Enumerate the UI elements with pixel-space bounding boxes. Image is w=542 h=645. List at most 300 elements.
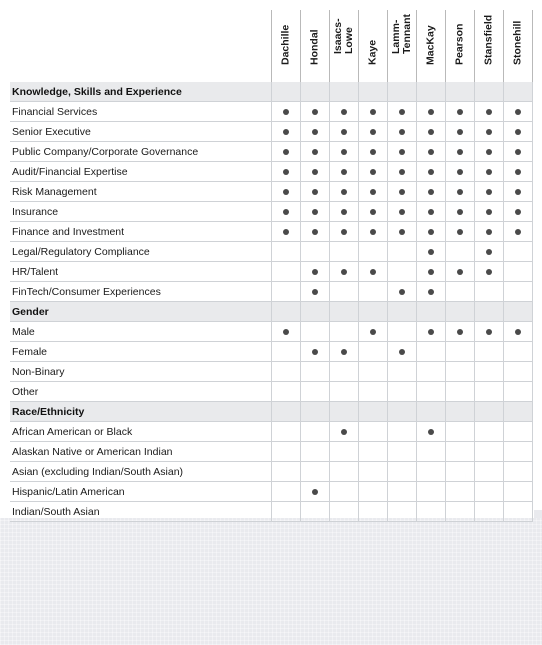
matrix-cell bbox=[300, 442, 329, 462]
table-row bbox=[10, 262, 532, 282]
bullet-dot-icon bbox=[399, 169, 405, 175]
member-header-row bbox=[10, 10, 532, 82]
bullet-dot-icon bbox=[457, 229, 463, 235]
bullet-dot-icon bbox=[515, 229, 521, 235]
bullet-dot-icon bbox=[370, 189, 376, 195]
matrix-cell bbox=[474, 162, 503, 182]
matrix-body bbox=[10, 82, 532, 522]
table-row bbox=[10, 322, 532, 342]
bullet-dot-icon bbox=[370, 109, 376, 115]
bullet-dot-icon bbox=[399, 229, 405, 235]
matrix-cell bbox=[358, 142, 387, 162]
bullet-dot-icon bbox=[515, 209, 521, 215]
matrix-cell bbox=[503, 422, 532, 442]
bullet-dot-icon bbox=[428, 429, 434, 435]
member-name: MacKay bbox=[424, 25, 436, 65]
matrix-cell bbox=[300, 242, 329, 262]
matrix-cell bbox=[329, 442, 358, 462]
row-label: Audit/Financial Expertise bbox=[10, 162, 271, 182]
matrix-cell bbox=[445, 242, 474, 262]
bullet-dot-icon bbox=[399, 209, 405, 215]
member-name: Kaye bbox=[366, 39, 378, 65]
matrix-cell bbox=[387, 282, 416, 302]
matrix-cell bbox=[416, 502, 445, 522]
section-cell bbox=[387, 302, 416, 322]
member-header bbox=[358, 10, 387, 82]
row-label: Other bbox=[10, 382, 271, 402]
bullet-dot-icon bbox=[486, 269, 492, 275]
member-name: Stansfield bbox=[482, 14, 494, 65]
matrix-cell bbox=[271, 482, 300, 502]
matrix-cell bbox=[271, 122, 300, 142]
matrix-cell bbox=[387, 442, 416, 462]
matrix-cell bbox=[300, 502, 329, 522]
matrix-cell bbox=[445, 282, 474, 302]
matrix-cell bbox=[445, 202, 474, 222]
bullet-dot-icon bbox=[312, 349, 318, 355]
matrix-cell bbox=[358, 102, 387, 122]
matrix-cell bbox=[271, 162, 300, 182]
matrix-cell bbox=[300, 482, 329, 502]
bullet-dot-icon bbox=[283, 149, 289, 155]
matrix-cell bbox=[503, 202, 532, 222]
row-label: HR/Talent bbox=[10, 262, 271, 282]
section-cell bbox=[271, 302, 300, 322]
matrix-cell bbox=[271, 382, 300, 402]
matrix-cell bbox=[445, 382, 474, 402]
matrix-cell bbox=[300, 162, 329, 182]
matrix-cell bbox=[474, 362, 503, 382]
matrix-cell bbox=[503, 162, 532, 182]
matrix-cell bbox=[445, 102, 474, 122]
bullet-dot-icon bbox=[341, 109, 347, 115]
matrix-cell bbox=[300, 282, 329, 302]
table-row bbox=[10, 282, 532, 302]
row-label: Insurance bbox=[10, 202, 271, 222]
section-cell bbox=[474, 302, 503, 322]
matrix-cell bbox=[416, 162, 445, 182]
matrix-cell bbox=[300, 202, 329, 222]
matrix-cell bbox=[271, 182, 300, 202]
matrix-cell bbox=[416, 382, 445, 402]
matrix-cell bbox=[503, 242, 532, 262]
section-title: Race/Ethnicity bbox=[10, 402, 271, 422]
member-name: Isaacs- Lowe bbox=[331, 18, 355, 54]
matrix-cell bbox=[474, 462, 503, 482]
board-skills-matrix bbox=[10, 10, 533, 522]
matrix-cell bbox=[474, 442, 503, 462]
member-header bbox=[300, 10, 329, 82]
matrix-cell bbox=[329, 122, 358, 142]
section-cell bbox=[445, 82, 474, 102]
matrix-cell bbox=[271, 282, 300, 302]
table-row bbox=[10, 442, 532, 462]
matrix-cell bbox=[503, 382, 532, 402]
matrix-cell bbox=[445, 502, 474, 522]
bullet-dot-icon bbox=[399, 149, 405, 155]
bullet-dot-icon bbox=[312, 129, 318, 135]
table-row bbox=[10, 382, 532, 402]
bullet-dot-icon bbox=[457, 149, 463, 155]
matrix-cell bbox=[387, 202, 416, 222]
bullet-dot-icon bbox=[515, 189, 521, 195]
matrix-cell bbox=[474, 422, 503, 442]
matrix-cell bbox=[358, 422, 387, 442]
matrix-cell bbox=[271, 202, 300, 222]
table-row bbox=[10, 162, 532, 182]
matrix-cell bbox=[474, 482, 503, 502]
bullet-dot-icon bbox=[341, 229, 347, 235]
matrix-cell bbox=[445, 122, 474, 142]
matrix-cell bbox=[358, 202, 387, 222]
matrix-cell bbox=[329, 462, 358, 482]
matrix-cell bbox=[503, 102, 532, 122]
table-row bbox=[10, 482, 532, 502]
section-cell bbox=[300, 82, 329, 102]
bullet-dot-icon bbox=[428, 229, 434, 235]
matrix-cell bbox=[300, 182, 329, 202]
matrix-cell bbox=[329, 162, 358, 182]
bullet-dot-icon bbox=[399, 189, 405, 195]
bullet-dot-icon bbox=[428, 269, 434, 275]
table-row bbox=[10, 342, 532, 362]
matrix-cell bbox=[358, 382, 387, 402]
matrix-cell bbox=[358, 482, 387, 502]
matrix-cell bbox=[416, 362, 445, 382]
bullet-dot-icon bbox=[515, 129, 521, 135]
bullet-dot-icon bbox=[370, 129, 376, 135]
bullet-dot-icon bbox=[312, 229, 318, 235]
matrix-cell bbox=[474, 282, 503, 302]
matrix-cell bbox=[474, 102, 503, 122]
bullet-dot-icon bbox=[399, 109, 405, 115]
table-row bbox=[10, 142, 532, 162]
bullet-dot-icon bbox=[370, 209, 376, 215]
matrix-cell bbox=[474, 262, 503, 282]
matrix-cell bbox=[387, 342, 416, 362]
matrix-cell bbox=[387, 242, 416, 262]
matrix-cell bbox=[416, 442, 445, 462]
table-row bbox=[10, 242, 532, 262]
matrix-cell bbox=[445, 162, 474, 182]
bullet-dot-icon bbox=[312, 209, 318, 215]
matrix-cell bbox=[300, 222, 329, 242]
bullet-dot-icon bbox=[341, 429, 347, 435]
member-header bbox=[503, 10, 532, 82]
matrix-cell bbox=[271, 262, 300, 282]
member-name: Stonehill bbox=[511, 20, 523, 65]
matrix-cell bbox=[329, 502, 358, 522]
bullet-dot-icon bbox=[515, 329, 521, 335]
table-row bbox=[10, 182, 532, 202]
bullet-dot-icon bbox=[312, 489, 318, 495]
section-cell bbox=[329, 402, 358, 422]
bullet-dot-icon bbox=[486, 189, 492, 195]
bullet-dot-icon bbox=[370, 329, 376, 335]
bullet-dot-icon bbox=[457, 169, 463, 175]
bullet-dot-icon bbox=[370, 269, 376, 275]
matrix-cell bbox=[329, 322, 358, 342]
section-cell bbox=[445, 302, 474, 322]
section-cell bbox=[474, 82, 503, 102]
section-cell bbox=[329, 82, 358, 102]
bullet-dot-icon bbox=[283, 229, 289, 235]
bullet-dot-icon bbox=[312, 169, 318, 175]
bullet-dot-icon bbox=[486, 229, 492, 235]
matrix-cell bbox=[416, 142, 445, 162]
bullet-dot-icon bbox=[428, 109, 434, 115]
matrix-cell bbox=[358, 182, 387, 202]
matrix-cell bbox=[271, 102, 300, 122]
bullet-dot-icon bbox=[341, 189, 347, 195]
empty-canvas-area bbox=[0, 518, 542, 645]
bullet-dot-icon bbox=[399, 129, 405, 135]
section-header-row bbox=[10, 402, 532, 422]
matrix-cell bbox=[271, 242, 300, 262]
row-label: Indian/South Asian bbox=[10, 502, 271, 522]
matrix-cell bbox=[445, 442, 474, 462]
row-label: Legal/Regulatory Compliance bbox=[10, 242, 271, 262]
section-header-row bbox=[10, 82, 532, 102]
bullet-dot-icon bbox=[283, 169, 289, 175]
matrix-cell bbox=[300, 102, 329, 122]
bullet-dot-icon bbox=[341, 129, 347, 135]
matrix-cell bbox=[387, 462, 416, 482]
bullet-dot-icon bbox=[486, 249, 492, 255]
bullet-dot-icon bbox=[486, 149, 492, 155]
bullet-dot-icon bbox=[312, 189, 318, 195]
bullet-dot-icon bbox=[486, 169, 492, 175]
member-name: Hondal bbox=[308, 29, 320, 65]
section-cell bbox=[445, 402, 474, 422]
matrix-cell bbox=[416, 242, 445, 262]
matrix-cell bbox=[300, 382, 329, 402]
matrix-cell bbox=[416, 202, 445, 222]
row-label: Risk Management bbox=[10, 182, 271, 202]
row-label: Alaskan Native or American Indian bbox=[10, 442, 271, 462]
table-row bbox=[10, 222, 532, 242]
matrix-cell bbox=[329, 202, 358, 222]
matrix-cell bbox=[445, 462, 474, 482]
matrix-cell bbox=[503, 362, 532, 382]
section-cell bbox=[387, 82, 416, 102]
bullet-dot-icon bbox=[515, 149, 521, 155]
bullet-dot-icon bbox=[283, 209, 289, 215]
section-cell bbox=[358, 82, 387, 102]
matrix-cell bbox=[503, 122, 532, 142]
row-label: Financial Services bbox=[10, 102, 271, 122]
table-row bbox=[10, 202, 532, 222]
matrix-cell bbox=[503, 282, 532, 302]
row-label: FinTech/Consumer Experiences bbox=[10, 282, 271, 302]
header-corner bbox=[10, 10, 271, 82]
bullet-dot-icon bbox=[341, 169, 347, 175]
section-title: Gender bbox=[10, 302, 271, 322]
matrix-cell bbox=[474, 122, 503, 142]
matrix-cell bbox=[358, 442, 387, 462]
table-row bbox=[10, 422, 532, 442]
matrix-cell bbox=[503, 322, 532, 342]
bullet-dot-icon bbox=[283, 129, 289, 135]
bullet-dot-icon bbox=[341, 269, 347, 275]
matrix-cell bbox=[503, 442, 532, 462]
row-label: Non-Binary bbox=[10, 362, 271, 382]
matrix-cell bbox=[474, 322, 503, 342]
section-cell bbox=[503, 82, 532, 102]
bullet-dot-icon bbox=[399, 349, 405, 355]
bullet-dot-icon bbox=[457, 189, 463, 195]
section-cell bbox=[503, 402, 532, 422]
matrix-cell bbox=[474, 342, 503, 362]
section-cell bbox=[474, 402, 503, 422]
table-row bbox=[10, 462, 532, 482]
matrix-cell bbox=[358, 322, 387, 342]
bullet-dot-icon bbox=[370, 169, 376, 175]
bullet-dot-icon bbox=[428, 289, 434, 295]
matrix-cell bbox=[329, 282, 358, 302]
matrix-cell bbox=[445, 362, 474, 382]
bullet-dot-icon bbox=[457, 109, 463, 115]
matrix-cell bbox=[387, 222, 416, 242]
matrix-cell bbox=[474, 242, 503, 262]
bullet-dot-icon bbox=[457, 329, 463, 335]
matrix-cell bbox=[300, 462, 329, 482]
matrix-cell bbox=[329, 142, 358, 162]
member-name: Lamm- Tennant bbox=[389, 13, 413, 54]
bullet-dot-icon bbox=[428, 149, 434, 155]
section-cell bbox=[387, 402, 416, 422]
matrix-cell bbox=[329, 482, 358, 502]
matrix-cell bbox=[329, 262, 358, 282]
matrix-cell bbox=[387, 162, 416, 182]
matrix-cell bbox=[445, 182, 474, 202]
bullet-dot-icon bbox=[457, 209, 463, 215]
bullet-dot-icon bbox=[457, 129, 463, 135]
row-label: Finance and Investment bbox=[10, 222, 271, 242]
bullet-dot-icon bbox=[515, 169, 521, 175]
matrix-cell bbox=[445, 342, 474, 362]
bullet-dot-icon bbox=[428, 129, 434, 135]
matrix-cell bbox=[271, 502, 300, 522]
matrix-cell bbox=[416, 422, 445, 442]
matrix-cell bbox=[271, 362, 300, 382]
matrix-cell bbox=[271, 422, 300, 442]
matrix-cell bbox=[503, 482, 532, 502]
matrix-cell bbox=[358, 502, 387, 522]
matrix-cell bbox=[329, 102, 358, 122]
bullet-dot-icon bbox=[428, 189, 434, 195]
matrix-cell bbox=[271, 462, 300, 482]
matrix-cell bbox=[416, 482, 445, 502]
row-label: Asian (excluding Indian/South Asian) bbox=[10, 462, 271, 482]
matrix-cell bbox=[358, 342, 387, 362]
matrix-cell bbox=[300, 262, 329, 282]
matrix-cell bbox=[329, 222, 358, 242]
matrix-cell bbox=[416, 262, 445, 282]
matrix-cell bbox=[358, 222, 387, 242]
matrix-cell bbox=[300, 362, 329, 382]
matrix-cell bbox=[503, 462, 532, 482]
matrix-cell bbox=[503, 502, 532, 522]
bullet-dot-icon bbox=[341, 349, 347, 355]
member-name: Pearson bbox=[453, 23, 465, 65]
bullet-dot-icon bbox=[428, 249, 434, 255]
matrix-cell bbox=[358, 162, 387, 182]
matrix-cell bbox=[358, 242, 387, 262]
matrix-cell bbox=[474, 142, 503, 162]
matrix-cell bbox=[387, 322, 416, 342]
bullet-dot-icon bbox=[283, 189, 289, 195]
matrix-cell bbox=[329, 422, 358, 442]
table-row bbox=[10, 102, 532, 122]
bullet-dot-icon bbox=[515, 109, 521, 115]
section-cell bbox=[358, 302, 387, 322]
empty-canvas-corner bbox=[534, 510, 542, 518]
section-cell bbox=[271, 82, 300, 102]
matrix-cell bbox=[503, 182, 532, 202]
bullet-dot-icon bbox=[457, 269, 463, 275]
bullet-dot-icon bbox=[399, 289, 405, 295]
section-cell bbox=[300, 402, 329, 422]
bullet-dot-icon bbox=[370, 149, 376, 155]
table-row bbox=[10, 122, 532, 142]
table-row bbox=[10, 362, 532, 382]
section-cell bbox=[271, 402, 300, 422]
matrix-cell bbox=[445, 222, 474, 242]
matrix-cell bbox=[445, 322, 474, 342]
row-label: Senior Executive bbox=[10, 122, 271, 142]
matrix-cell bbox=[300, 122, 329, 142]
matrix-cell bbox=[358, 282, 387, 302]
matrix-cell bbox=[329, 182, 358, 202]
member-header bbox=[445, 10, 474, 82]
member-header bbox=[387, 10, 416, 82]
matrix-cell bbox=[416, 102, 445, 122]
matrix-cell bbox=[358, 362, 387, 382]
section-header-row bbox=[10, 302, 532, 322]
matrix-cell bbox=[387, 182, 416, 202]
matrix-cell bbox=[503, 142, 532, 162]
bullet-dot-icon bbox=[428, 209, 434, 215]
row-label: Female bbox=[10, 342, 271, 362]
section-cell bbox=[503, 302, 532, 322]
bullet-dot-icon bbox=[486, 209, 492, 215]
section-cell bbox=[329, 302, 358, 322]
section-cell bbox=[416, 402, 445, 422]
matrix-cell bbox=[416, 342, 445, 362]
matrix-cell bbox=[358, 262, 387, 282]
matrix-cell bbox=[416, 282, 445, 302]
bullet-dot-icon bbox=[312, 109, 318, 115]
bullet-dot-icon bbox=[486, 129, 492, 135]
bullet-dot-icon bbox=[312, 149, 318, 155]
bullet-dot-icon bbox=[312, 269, 318, 275]
matrix-cell bbox=[445, 422, 474, 442]
matrix-cell bbox=[474, 182, 503, 202]
matrix-cell bbox=[474, 382, 503, 402]
member-header bbox=[329, 10, 358, 82]
matrix-cell bbox=[387, 262, 416, 282]
matrix-cell bbox=[387, 482, 416, 502]
section-title: Knowledge, Skills and Experience bbox=[10, 82, 271, 102]
section-cell bbox=[416, 302, 445, 322]
matrix-cell bbox=[445, 142, 474, 162]
row-label: African American or Black bbox=[10, 422, 271, 442]
matrix-cell bbox=[387, 122, 416, 142]
matrix-cell bbox=[503, 262, 532, 282]
matrix-cell bbox=[329, 382, 358, 402]
matrix-cell bbox=[445, 482, 474, 502]
